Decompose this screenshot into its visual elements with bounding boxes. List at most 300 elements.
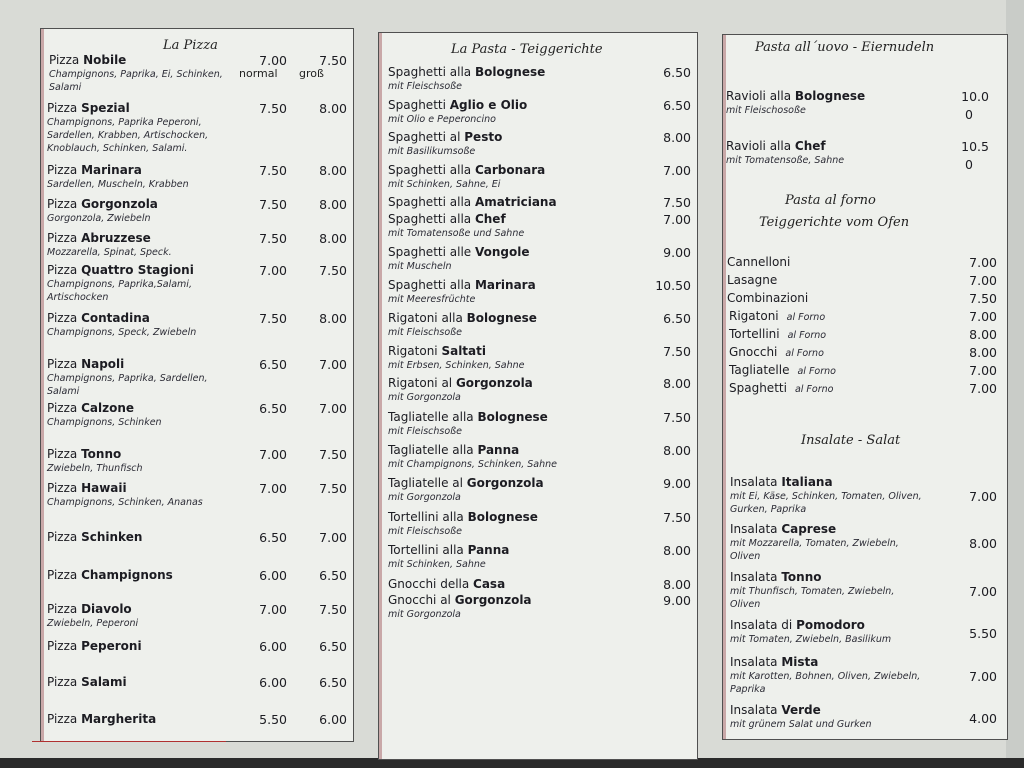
item-name-prefix: Pizza: [47, 197, 82, 211]
menu-item: [47, 530, 142, 545]
item-name-bold: Gorgonzola: [81, 197, 158, 211]
item-name-prefix: Pizza: [47, 530, 82, 544]
item-name-bold: Vongole: [474, 245, 530, 259]
item-name: [388, 577, 505, 592]
price-normal: 7.00: [259, 602, 287, 617]
item-name-prefix: Pizza: [47, 602, 82, 616]
item-description: mit Tomatensoße und Sahne: [388, 228, 525, 239]
item-name-bold: Mista: [781, 655, 819, 669]
item-name: [47, 101, 208, 116]
item-name: [730, 618, 891, 633]
pizza-panel: [40, 28, 354, 742]
menu-item: [388, 311, 537, 339]
item-name: [388, 311, 537, 326]
item-name-bold: Tonno: [81, 447, 122, 461]
item-name-prefix: Pizza: [47, 675, 82, 689]
item-name-prefix: Insalata: [730, 703, 782, 717]
item-name-bold: Panna: [467, 543, 510, 557]
item-name-prefix: Tortellini alla: [388, 510, 468, 524]
item-name: [730, 655, 920, 670]
price: 8.00: [663, 376, 691, 391]
menu-item: [47, 163, 189, 191]
item-name: [730, 475, 922, 490]
item-description: mit Thunfisch, Tomaten, Zwiebeln,: [730, 586, 895, 597]
item-description: mit Schinken, Sahne, Ei: [388, 179, 501, 190]
menu-item: [726, 139, 844, 167]
item-name-bold: Gorgonzola: [455, 376, 533, 390]
price: 7.00: [663, 163, 691, 178]
item-description: mit Champignons, Schinken, Sahne: [388, 459, 557, 470]
item-name-prefix: Ravioli alla: [726, 89, 795, 103]
price-normal: 6.50: [259, 530, 287, 545]
menu-item: [47, 101, 208, 155]
forno-subtitle: Teiggerichte vom Ofen: [759, 215, 910, 230]
price: 7.50: [663, 195, 691, 210]
item-suffix: al Forno: [794, 384, 834, 395]
item-name-bold: Panna: [477, 443, 520, 457]
item-name-bold: Pesto: [464, 130, 503, 144]
item-name: [49, 53, 223, 68]
item-suffix: al Forno: [786, 312, 826, 323]
item-name-bold: Chef: [794, 139, 826, 153]
item-name-prefix: Pizza: [47, 163, 82, 177]
price: 8.00: [663, 543, 691, 558]
item-name-bold: Amatriciana: [474, 195, 557, 209]
item-name-bold: Salami: [81, 675, 127, 689]
menu-item: [730, 522, 899, 563]
item-name: [388, 130, 502, 145]
item-name-prefix: Pizza: [47, 231, 82, 245]
price-normal: 7.00: [259, 447, 287, 462]
item-description: Artischocken: [47, 292, 109, 303]
item-name-bold: Peperoni: [81, 639, 142, 653]
item-name-prefix: Pizza: [47, 263, 82, 277]
price-continued: 0: [965, 157, 973, 172]
price-gross: 8.00: [319, 197, 347, 212]
price-normal: 7.00: [259, 53, 287, 68]
item-name: [47, 481, 203, 496]
item-description: mit Mozzarella, Tomaten, Zwiebeln,: [730, 538, 899, 549]
item-name-prefix: Rigatoni alla: [388, 311, 467, 325]
menu-item: [47, 481, 203, 509]
item-name-bold: Gorgonzola: [466, 476, 544, 490]
item-description: mit Gorgonzola: [388, 392, 461, 403]
item-description: Oliven: [730, 599, 761, 610]
forno-title: Pasta al forno: [785, 193, 876, 208]
menu-item: [727, 255, 790, 270]
item-description: mit Tomatensoße, Sahne: [726, 155, 845, 166]
price-normal: 6.00: [259, 675, 287, 690]
item-name: [47, 530, 142, 545]
item-name: [47, 568, 173, 583]
item-name-bold: Diavolo: [81, 602, 132, 616]
item-description: mit grünem Salat und Gurken: [730, 719, 872, 730]
item-name-bold: Verde: [781, 703, 821, 717]
right-panel: [722, 34, 1008, 740]
item-description: mit Basilikumsoße: [388, 146, 476, 157]
item-description: Champignons, Paprika,Salami,: [47, 279, 192, 290]
price: 7.50: [663, 510, 691, 525]
item-description: mit Fleischosoße: [726, 105, 806, 116]
background-shadow: [1006, 0, 1024, 768]
item-name: [730, 703, 872, 718]
menu-item: [388, 410, 548, 438]
price: 8.00: [663, 577, 691, 592]
item-description: Salami: [49, 82, 82, 93]
item-name-prefix: Spaghetti alle: [388, 245, 475, 259]
item-description: Champignons, Speck, Zwiebeln: [47, 327, 197, 338]
item-name-prefix: Insalata: [730, 655, 782, 669]
item-description: Oliven: [730, 551, 761, 562]
price-gross: 7.50: [319, 447, 347, 462]
price: 6.50: [663, 98, 691, 113]
menu-item: [727, 273, 777, 288]
item-description: mit Ei, Käse, Schinken, Tomaten, Oliven,: [730, 491, 922, 502]
menu-item: [388, 593, 532, 621]
price-normal: 7.50: [259, 163, 287, 178]
item-name-prefix: Spaghetti alla: [388, 212, 475, 226]
pasta-title: La Pasta - Teiggerichte: [451, 42, 603, 57]
item-name: Lasagne: [727, 273, 778, 287]
item-name: [388, 65, 545, 80]
price: 6.50: [663, 311, 691, 326]
menu-item: [388, 577, 505, 592]
uovo-title: Pasta all´uovo - Eiernudeln: [755, 40, 935, 55]
price: 7.00: [969, 381, 997, 396]
item-suffix: al Forno: [797, 366, 836, 377]
item-name-bold: Bolognese: [474, 65, 546, 79]
item-description: Champignons, Paprika, Sardellen,: [47, 373, 208, 384]
item-name-prefix: Pizza: [47, 447, 82, 461]
item-description: mit Gorgonzola: [388, 492, 461, 503]
item-name-bold: Chef: [474, 212, 506, 226]
item-name-bold: Casa: [473, 577, 506, 591]
price-normal: 6.50: [259, 357, 287, 372]
menu-item: [388, 278, 536, 306]
menu-item: [47, 639, 142, 654]
price-normal: 7.50: [259, 101, 287, 116]
item-description: mit Karotten, Bohnen, Oliven, Zwiebeln,: [730, 671, 921, 682]
item-name: Tagliatelle: [729, 363, 790, 377]
item-name-prefix: Insalata: [730, 522, 782, 536]
price: 7.00: [969, 255, 997, 270]
salat-title: Insalate - Salat: [801, 433, 901, 448]
item-suffix: al Forno: [787, 330, 827, 341]
price-gross: 7.50: [319, 263, 347, 278]
item-name-bold: Carbonara: [474, 163, 546, 177]
item-name-prefix: Tortellini alla: [388, 543, 468, 557]
item-description: mit Tomaten, Zwiebeln, Basilikum: [730, 634, 892, 645]
item-description: Knoblauch, Schinken, Salami.: [47, 143, 188, 154]
menu-item: [47, 602, 138, 630]
price-normal: 7.50: [259, 197, 287, 212]
item-description: Champignons, Paprika, Ei, Schinken,: [49, 69, 223, 80]
price-gross: 8.00: [319, 163, 347, 178]
menu-item: [388, 98, 527, 126]
item-name-bold: Tonno: [781, 570, 822, 584]
item-name-bold: Bolognese: [794, 89, 866, 103]
item-description: Champignons, Schinken, Ananas: [47, 497, 203, 508]
item-name-bold: Saltati: [441, 344, 486, 358]
item-name-bold: Marinara: [474, 278, 536, 292]
item-description: Mozzarella, Spinat, Speck.: [47, 247, 172, 258]
item-name-prefix: Spaghetti alla: [388, 278, 475, 292]
item-name: [388, 510, 538, 525]
menu-item: [388, 476, 544, 504]
price-normal: 6.00: [259, 568, 287, 583]
item-name-prefix: Rigatoni al: [388, 376, 456, 390]
item-name-bold: Napoli: [81, 357, 125, 371]
menu-item: [47, 263, 194, 304]
price-gross: 6.50: [319, 568, 347, 583]
item-name-bold: Bolognese: [467, 510, 538, 524]
menu-item: [727, 291, 808, 306]
item-description: mit Fleischsoße: [388, 81, 463, 92]
item-name: [47, 447, 143, 462]
item-name-prefix: Tagliatelle alla: [388, 410, 478, 424]
item-name: Rigatoni: [729, 309, 779, 323]
price: 7.00: [663, 212, 691, 227]
menu-item: [388, 245, 530, 273]
item-description: Zwiebeln, Peperoni: [47, 618, 139, 629]
item-name: [388, 593, 532, 608]
item-description: Gorgonzola, Zwiebeln: [47, 213, 151, 224]
price: 7.00: [969, 363, 997, 378]
price-normal: 7.50: [259, 311, 287, 326]
price-normal: 7.50: [259, 231, 287, 246]
item-name-prefix: Gnocchi al: [388, 593, 455, 607]
price-gross: 7.50: [319, 602, 347, 617]
price-normal: 5.50: [259, 712, 287, 727]
menu-item: [47, 357, 208, 398]
item-name-prefix: Insalata: [730, 570, 782, 584]
item-name-prefix: Gnocchi della: [388, 577, 474, 591]
item-suffix: al Forno: [785, 348, 824, 359]
item-name: [388, 245, 530, 260]
item-name: [388, 410, 548, 425]
pizza-red-rule: [32, 741, 226, 742]
item-name: [47, 675, 127, 690]
item-name-prefix: Pizza: [47, 712, 82, 726]
item-name: [47, 357, 208, 372]
price-continued: 0: [965, 107, 973, 122]
item-description: Paprika: [730, 684, 766, 695]
menu-item: [47, 197, 158, 225]
menu-item: [47, 568, 173, 583]
price: 8.00: [663, 443, 691, 458]
price: 10.0: [961, 89, 989, 104]
pizza-title: La Pizza: [163, 38, 218, 53]
item-name: Gnocchi: [729, 345, 778, 359]
menu-item: [388, 212, 524, 240]
item-name: Tortellini: [729, 327, 780, 341]
menu-item: [729, 327, 826, 342]
item-name-bold: Italiana: [781, 475, 833, 489]
item-name: [726, 89, 865, 104]
item-name-bold: Margherita: [81, 712, 157, 726]
item-description: Zwiebeln, Thunfisch: [47, 463, 143, 474]
item-name: [388, 476, 544, 491]
item-description: mit Fleischsoße: [388, 327, 463, 338]
item-name-prefix: Insalata: [730, 475, 782, 489]
menu-item: [730, 618, 891, 646]
item-name-prefix: Tagliatelle al: [388, 476, 467, 490]
item-name-prefix: Insalata di: [730, 618, 797, 632]
item-description: Gurken, Paprika: [730, 504, 807, 515]
item-name-prefix: Rigatoni: [388, 344, 442, 358]
menu-item: [729, 381, 833, 396]
menu-item: [388, 195, 557, 210]
item-description: mit Schinken, Sahne: [388, 559, 486, 570]
item-name-bold: Pomodoro: [796, 618, 865, 632]
item-name: [47, 231, 172, 246]
item-name-prefix: Pizza: [49, 53, 84, 67]
price-gross: 8.00: [319, 311, 347, 326]
item-description: mit Gorgonzola: [388, 609, 461, 620]
item-name: [388, 376, 533, 391]
menu-item: [729, 309, 825, 324]
item-name-bold: Spezial: [81, 101, 130, 115]
item-name-bold: Aglio e Olio: [449, 98, 528, 112]
menu-item: [388, 443, 557, 471]
menu-item: [388, 65, 545, 93]
item-name-bold: Caprese: [781, 522, 837, 536]
price: 4.00: [969, 711, 997, 726]
item-name: [47, 197, 158, 212]
menu-item: [388, 130, 502, 158]
item-description: Sardellen, Krabben, Artischocken,: [47, 130, 209, 141]
item-name-prefix: Pizza: [47, 568, 82, 582]
item-description: mit Fleischsoße: [388, 426, 463, 437]
item-name-prefix: Spaghetti alla: [388, 65, 475, 79]
item-name: [388, 278, 536, 293]
item-name: [388, 344, 525, 359]
menu-item: [388, 543, 509, 571]
price-gross: 8.00: [319, 231, 347, 246]
menu-item: [388, 510, 538, 538]
item-description: mit Muscheln: [388, 261, 452, 272]
item-name-prefix: Pizza: [47, 101, 82, 115]
item-name-bold: Gorgonzola: [454, 593, 532, 607]
item-name-bold: Schinken: [81, 530, 143, 544]
price-gross: 7.50: [319, 53, 347, 68]
item-name-prefix: Spaghetti alla: [388, 195, 475, 209]
price: 7.00: [969, 489, 997, 504]
menu-item: [730, 703, 872, 731]
item-name: [47, 639, 142, 654]
item-name-prefix: Tagliatelle alla: [388, 443, 478, 457]
item-name: [388, 543, 509, 558]
item-description: mit Olio e Peperoncino: [388, 114, 496, 125]
item-name: [388, 443, 557, 458]
item-description: mit Fleischsoße: [388, 526, 463, 537]
price-normal: 6.50: [259, 401, 287, 416]
item-description: mit Erbsen, Schinken, Sahne: [388, 360, 525, 371]
price: 7.50: [969, 291, 997, 306]
price: 10.50: [655, 278, 691, 293]
menu-item: [388, 344, 525, 372]
item-name: [47, 263, 194, 278]
item-description: mit Meeresfrüchte: [388, 294, 476, 305]
item-description: Salami: [47, 386, 80, 397]
menu-item: [47, 401, 162, 429]
menu-item: [729, 363, 836, 378]
price: 7.00: [969, 669, 997, 684]
price-normal: 7.00: [259, 481, 287, 496]
price: 7.00: [969, 273, 997, 288]
item-description: Champignons, Paprika Peperoni,: [47, 117, 202, 128]
price: 8.00: [969, 536, 997, 551]
item-name-prefix: Pizza: [47, 357, 82, 371]
price: 5.50: [969, 626, 997, 641]
menu-item: [49, 53, 223, 94]
price: 10.5: [961, 139, 989, 154]
item-name-prefix: Spaghetti al: [388, 130, 465, 144]
price-gross: 7.00: [319, 530, 347, 545]
item-name-bold: Nobile: [83, 53, 127, 67]
item-name: Combinazioni: [727, 291, 809, 305]
price: 6.50: [663, 65, 691, 80]
price: 8.00: [969, 327, 997, 342]
menu-item: [388, 376, 533, 404]
item-name: [730, 570, 894, 585]
item-name-bold: Marinara: [81, 163, 142, 177]
price: 8.00: [969, 345, 997, 360]
price: 9.00: [663, 476, 691, 491]
price-gross: 6.50: [319, 675, 347, 690]
menu-item: [47, 675, 127, 690]
item-name-bold: Champignons: [81, 568, 173, 582]
item-name-bold: Quattro Stagioni: [81, 263, 194, 277]
price-gross: 6.00: [319, 712, 347, 727]
menu-item: [47, 311, 196, 339]
item-name-bold: Contadina: [81, 311, 150, 325]
price: 9.00: [663, 245, 691, 260]
item-name: [47, 602, 138, 617]
item-name-prefix: Pizza: [47, 311, 82, 325]
price: 7.50: [663, 344, 691, 359]
item-name-bold: Bolognese: [477, 410, 548, 424]
price-gross: 8.00: [319, 101, 347, 116]
item-name: [47, 311, 196, 326]
item-name: [730, 522, 899, 537]
menu-item: [729, 345, 824, 360]
price: 7.00: [969, 309, 997, 324]
item-name-bold: Abruzzese: [81, 231, 151, 245]
menu-item: [47, 231, 172, 259]
price: 9.00: [663, 593, 691, 608]
item-name-prefix: Pizza: [47, 481, 82, 495]
price-gross: 7.00: [319, 401, 347, 416]
menu-item: [730, 570, 894, 611]
price: 8.00: [663, 130, 691, 145]
item-name-prefix: Ravioli alla: [726, 139, 795, 153]
col-normal-header: normal: [239, 67, 278, 80]
item-name-prefix: Pizza: [47, 639, 82, 653]
price: 7.50: [663, 410, 691, 425]
menu-item: [730, 655, 920, 696]
price-normal: 6.00: [259, 639, 287, 654]
item-name: [388, 98, 527, 113]
item-name-prefix: Spaghetti: [388, 98, 450, 112]
item-name-bold: Bolognese: [466, 311, 537, 325]
item-name: [47, 401, 162, 416]
item-name-prefix: Spaghetti alla: [388, 163, 475, 177]
item-description: Champignons, Schinken: [47, 417, 162, 428]
price-gross: 7.00: [319, 357, 347, 372]
item-name-bold: Calzone: [81, 401, 135, 415]
pasta-panel: [378, 32, 698, 760]
